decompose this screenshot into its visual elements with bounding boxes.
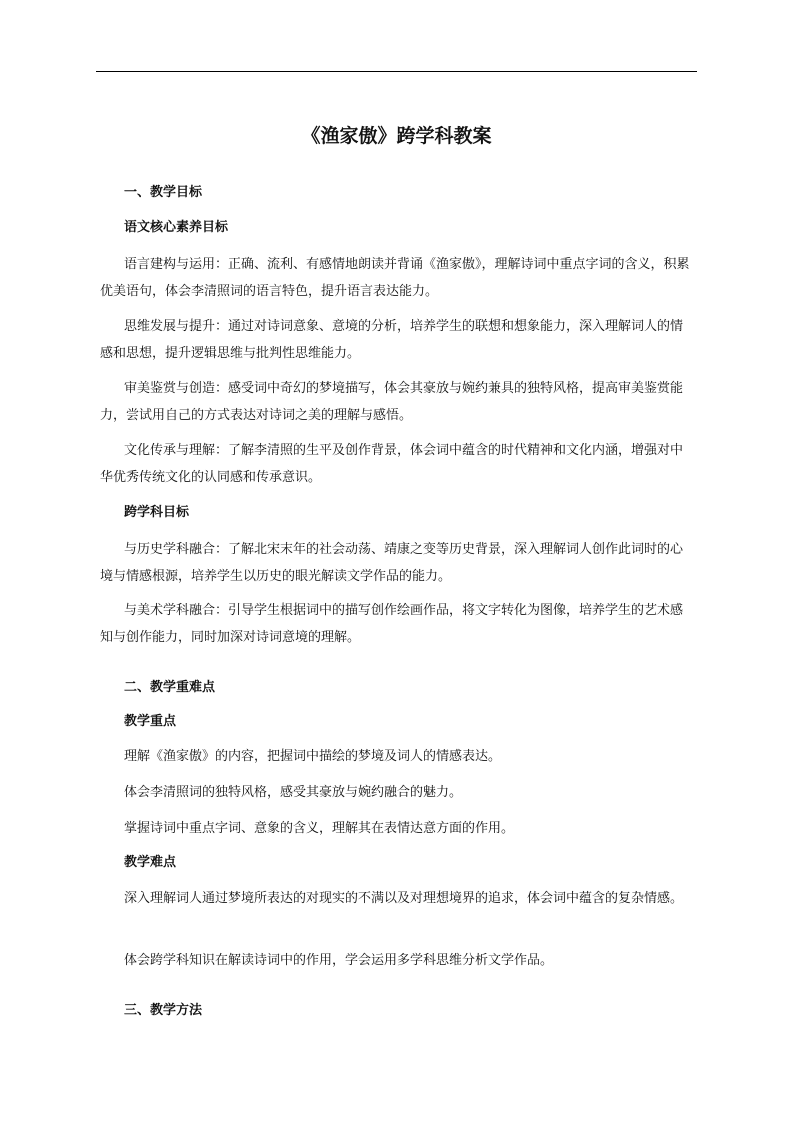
paragraph: 与历史学科融合：了解北宋末年的社会动荡、靖康之变等历史背景，深入理解词人创作此词时的心境与情感根源，培养学生以历史的眼光解读文学作品的能力。 [100,542,684,584]
section-heading: 一、教学目标 [124,185,203,200]
paragraph: 文化传承与理解：了解李清照的生平及创作背景，体会词中蕴含的时代精神和文化内涵，增强对中华优秀传统文化的认同感和传承意识。 [100,443,684,485]
subsection-heading: 教学难点 [124,855,177,870]
paragraph: 理解《渔家傲》的内容，把握词中描绘的梦境及词人的情感表达。 [124,749,502,764]
paragraph: 体会跨学科知识在解读诗词中的作用，学会运用多学科思维分析文学作品。 [124,953,554,968]
header-rule [96,71,697,72]
paragraph: 掌握诗词中重点字词、意象的含义，理解其在表情达意方面的作用。 [124,821,515,836]
section-heading: 二、教学重难点 [124,680,216,695]
paragraph: 思维发展与提升：通过对诗词意象、意境的分析，培养学生的联想和想象能力，深入理解词人的情感和思想，提升逻辑思维与批判性思维能力。 [100,319,684,361]
subsection-heading: 语文核心素养目标 [124,220,229,235]
paragraph: 体会李清照词的独特风格，感受其豪放与婉约融合的魅力。 [124,785,463,800]
document-title: 《渔家傲》跨学科教案 [301,125,492,147]
section-heading: 三、教学方法 [124,1003,203,1018]
subsection-heading: 跨学科目标 [124,505,190,520]
subsection-heading: 教学重点 [124,714,177,729]
paragraph: 审美鉴赏与创造：感受词中奇幻的梦境描写，体会其豪放与婉约兼具的独特风格，提高审美鉴赏能力，尝试用自己的方式表达对诗词之美的理解与感悟。 [100,381,684,423]
paragraph: 语言建构与运用：正确、流利、有感情地朗读并背诵《渔家傲》，理解诗词中重点字词的含义，积累优美语句，体会李清照词的语言特色，提升语言表达能力。 [100,257,690,299]
paragraph: 深入理解词人通过梦境所表达的对现实的不满以及对理想境界的追求，体会词中蕴含的复杂情感。 [124,891,684,906]
paragraph: 与美术学科融合：引导学生根据词中的描写创作绘画作品，将文字转化为图像，培养学生的艺术感知与创作能力，同时加深对诗词意境的理解。 [100,603,684,645]
